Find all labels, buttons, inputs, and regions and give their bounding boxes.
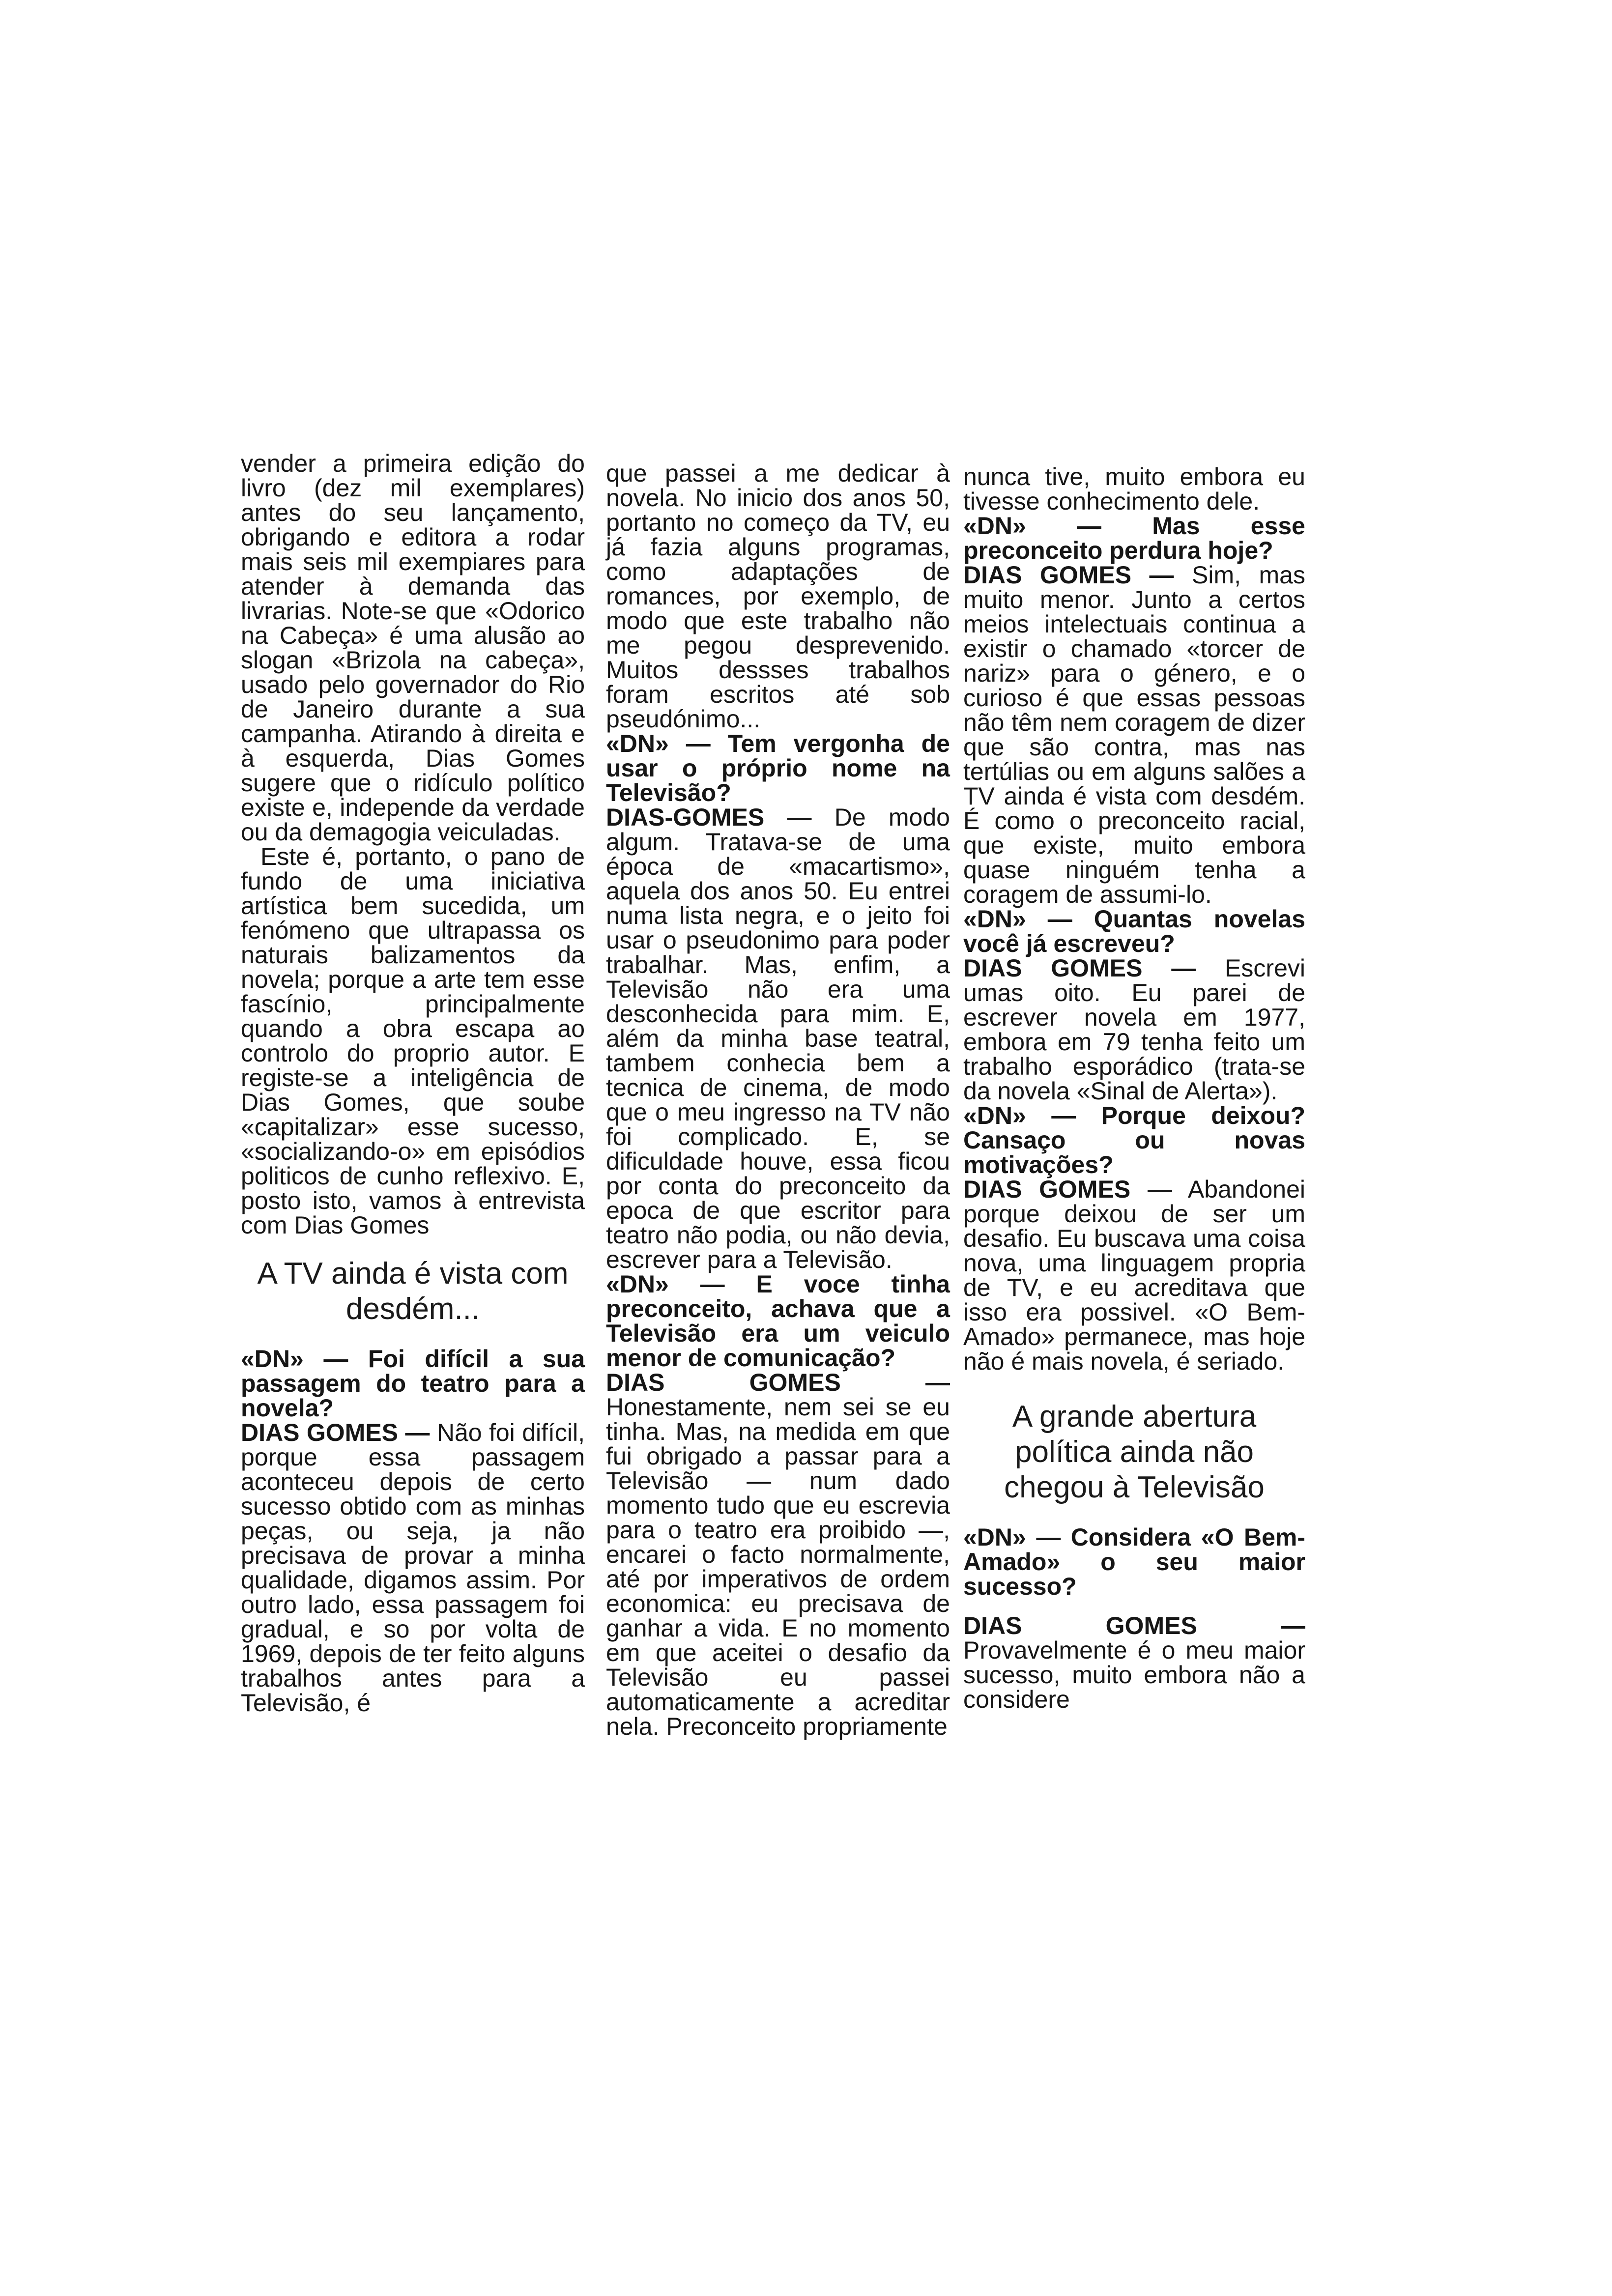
interview-answer [606, 805, 950, 1272]
spacer [963, 1599, 1305, 1613]
interview-answer [963, 1613, 1305, 1712]
interview-question: «DN» — Porque deixou? Cansaço ou novas motivações? [963, 1102, 1305, 1178]
answer-text: Escrevi umas oito. Eu parei de escrever novela em 1977, embora em 79 tenha feito um trabalho esporádico (trata-se da novela «Sinal de Alerta»). [963, 954, 1305, 1105]
interview-question: «DN» — Foi difícil a sua passagem do teatro para a novela? [241, 1345, 585, 1422]
section-subheading: A TV ainda é vista com desdém... [257, 1257, 569, 1326]
answer-text: Abandonei porque deixou de ser um desafio. Eu buscava uma coisa nova, uma linguagem propria de TV, e eu acreditava que isso era possivel. «O Bem-Amado» permanece, mas hoje não é mais novela, é seriado. [963, 1176, 1305, 1375]
paragraph: nunca tive, muito embora eu tivesse conhecimento dele. [963, 463, 1305, 515]
paragraph: vender a primeira edição do livro (dez mil exemplares) antes do seu lançamento, obrigando e editora a rodar mais seis mil exempiares para atender à demanda das livrarias. Note-se que «Odorico na Cabeça» é uma alusão ao slogan «Brizola na cabeça», usado pelo governador do Rio de Janeiro durante a sua campanha. Atirando à direita e à esquerda, Dias Gomes sugere que o ridículo político existe e, independe da verdade ou da demagogia veiculadas. [241, 450, 585, 846]
interview-question: «DN» — Considera «O Bem-Amado» o seu maior sucesso? [963, 1523, 1305, 1600]
answer-text: Não foi difícil, porque essa passagem aconteceu depois de certo sucesso obtido com as minhas peças, ou seja, ja não precisava de provar a minha qualidade, digamos assim. Por outro lado, essa passagem foi gradual, e so por volta de 1969, depois de ter feito alguns trabalhos antes para a Televisão, é [241, 1419, 585, 1717]
interview-answer [241, 1420, 585, 1715]
speaker-label: DIAS GOMES — [241, 1419, 430, 1446]
interview-question: «DN» — Tem vergonha de usar o próprio nome na Televisão? [606, 730, 950, 806]
paragraph: que passei a me dedicar à novela. No inicio dos anos 50, portanto no começo da TV, eu já fazia alguns programas, como adaptações de romances, por exemplo, de modo que este trabalho não me pegou desprevenido. Muitos dessses trabalhos foram escritos até sob pseudónimo... [606, 459, 950, 733]
speaker-label: DIAS GOMES — [963, 1612, 1305, 1639]
article-column-1 [241, 451, 585, 1715]
answer-text: De modo algum. Tratava-se de uma época de «macartismo», aquela dos anos 50. Eu entrei numa lista negra, e o jeito foi usar o pseudonimo para poder trabalhar. Mas, enfim, a Televisão não era uma desconhecida para mim. E, além da minha base teatral, tambem conhecia bem a tecnica de cinema, de modo que o meu ingresso na TV não foi complicado. E, se dificuldade houve, essa ficou por conta do preconceito da epoca de que escritor para teatro não podia, ou não devia, escrever para a Televisão. [606, 804, 950, 1273]
article-column-3 [963, 464, 1305, 1712]
speaker-label: DIAS GOMES — [963, 954, 1196, 982]
interview-answer [963, 563, 1305, 907]
speaker-label: DIAS-GOMES — [606, 804, 812, 831]
interview-answer [963, 1177, 1305, 1374]
article-column-2 [606, 461, 950, 1739]
speaker-label: DIAS GOMES — [963, 1176, 1172, 1203]
paragraph: Este é, portanto, o pano de fundo de uma iniciativa artística bem sucedida, um fenómeno que ultrapassa os naturais balizamentos da novela; porque a arte tem esse fascínio, principalmente quando a obra escapa ao controlo do proprio autor. E registe-se a inteligência de Dias Gomes, que soube «capitalizar» esse sucesso, «socializando-o» em episódios politicos de cunho reflexivo. E, posto isto, vamos à entrevista com Dias Gomes [241, 843, 585, 1239]
speaker-label: DIAS GOMES — [606, 1369, 950, 1396]
interview-answer [963, 956, 1305, 1103]
answer-text: Provavelmente é o meu maior sucesso, muito embora não a considere [963, 1636, 1305, 1713]
section-subheading: A grande abertura política ainda não chegou à Televisão [1004, 1400, 1265, 1504]
interview-answer [606, 1370, 950, 1739]
interview-question: «DN» — E voce tinha preconceito, achava que a Televisão era um veiculo menor de comunicação? [606, 1270, 950, 1372]
speaker-label: DIAS GOMES — [963, 561, 1174, 589]
answer-text: Honestamente, nem sei se eu tinha. Mas, na medida em que fui obrigado a passar para a Televisão — num dado momento tudo que eu escrevia para o teatro era proibido —, encarei o facto normalmente, até por imperativos de ordem economica: eu precisava de ganhar a vida. E no momento em que aceitei o desafio da Televisão eu passei automaticamente a acreditar nela. Preconceito propriamente [606, 1393, 950, 1740]
interview-question: «DN» — Quantas novelas você já escreveu? [963, 905, 1305, 957]
answer-text: Sim, mas muito menor. Junto a certos meios intelectuais continua a existir o chamado «torcer de nariz» para o género, e o curioso é que essas pessoas não têm nem coragem de dizer que são contra, mas nas tertúlias ou em alguns salões a TV ainda é vista com desdém. É como o preconceito racial, que existe, muito embora quase ninguém tenha a coragem de assumi-lo. [963, 561, 1305, 908]
interview-question: «DN» — Mas esse preconceito perdura hoje? [963, 512, 1305, 564]
